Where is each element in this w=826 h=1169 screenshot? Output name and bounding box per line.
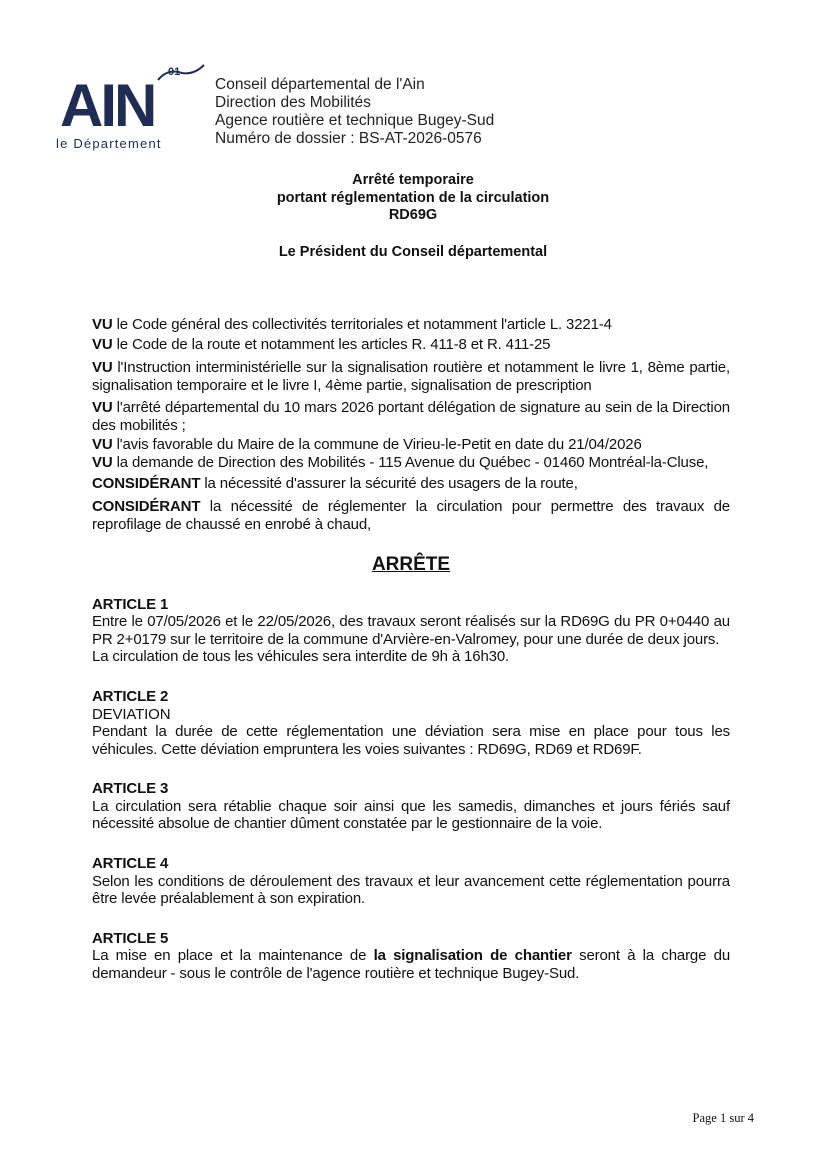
issuer-line: Agence routière et technique Bugey-Sud [215, 112, 495, 129]
article-2 [92, 688, 730, 758]
document-body [92, 316, 730, 983]
article-subtitle: DEVIATION [92, 705, 171, 723]
swoosh-icon [156, 64, 206, 84]
article-4 [92, 855, 730, 908]
article-title: ARTICLE 3 [92, 780, 169, 798]
visa-item: VU l'Instruction interministérielle sur la signalisation routière et notamment le livre 1, 8ème partie, signalisation temporaire et le livre I, 4ème partie, signalisation de prescription [92, 359, 730, 394]
document-title [0, 172, 826, 225]
article-5 [92, 930, 730, 983]
article-title: ARTICLE 1 [92, 595, 169, 613]
article-text: La circulation sera rétablie chaque soir ainsi que les samedis, dimanches et jours fériés sauf nécessité absolue de chantier dûment constatée par le gestionnaire de la voie. [92, 797, 730, 833]
president-heading: Le Président du Conseil départemental [278, 244, 548, 260]
consideration-item: CONSIDÉRANT la nécessité d'assurer la sécurité des usagers de la route, [92, 474, 578, 492]
logo-text: AIN [60, 72, 155, 139]
article-text: La mise en place et la maintenance de la signalisation de chantier seront à la charge du demandeur - sous le contrôle de l'agence routière et technique Bugey-Sud. [92, 947, 731, 983]
article-1 [92, 596, 730, 666]
issuer-line: Conseil départemental de l'Ain [215, 76, 425, 93]
title-line: Arrêté temporaire [352, 172, 474, 188]
article-text: Pendant la durée de cette réglementation une déviation sera mise en place pour tous les véhicules. Cette déviation empruntera les voies suivantes : RD69G, RD69 et RD69F. [92, 723, 730, 758]
article-text: Selon les conditions de déroulement des travaux et leur avancement cette réglementation pourra être levée préalablement à son expiration. [92, 872, 730, 908]
article-text: La circulation de tous les véhicules sera interdite de 9h à 16h30. [92, 648, 510, 666]
article-title: ARTICLE 2 [92, 687, 169, 705]
title-line: portant réglementation de la circulation [276, 189, 550, 206]
visa-item: VU le Code de la route et notamment les articles R. 411-8 et R. 411-25 [92, 335, 551, 353]
issuer-line: Direction des Mobilités [215, 94, 371, 111]
article-title: ARTICLE 4 [92, 855, 169, 873]
visa-item: VU l'arrêté départemental du 10 mars 2026 portant délégation de signature au sein de la Direction des mobilités ; [92, 399, 730, 434]
page-number: Page 1 sur 4 [692, 1111, 754, 1125]
visa-item: VU la demande de Direction des Mobilités - 115 Avenue du Québec - 01460 Montréal-la-Cluse, [92, 454, 709, 472]
article-title: ARTICLE 5 [92, 929, 169, 947]
visa-item: VU l'avis favorable du Maire de la commune de Virieu-le-Petit en date du 21/04/2026 [92, 435, 642, 453]
visa-item: VU le Code général des collectivités territoriales et notamment l'article L. 3221-4 [92, 316, 612, 333]
issuer-header [215, 76, 494, 148]
department-logo [56, 66, 196, 160]
consideration-item: CONSIDÉRANT la nécessité de réglementer la circulation pour permettre des travaux de reprofilage de chaussé en enrobé à chaud, [92, 498, 730, 533]
logo-subtitle: le Département [56, 136, 162, 151]
arrete-heading: ARRÊTE [371, 553, 451, 575]
article-text: Entre le 07/05/2026 et le 22/05/2026, des travaux seront réalisés sur la RD69G du PR 0+0440 au PR 2+0179 sur le territoire de la commune d'Arvière-en-Valromey, pour une durée de deux jours. [92, 613, 730, 648]
logo-code: 01 [168, 66, 181, 78]
article-3 [92, 780, 730, 833]
road-id: RD69G [388, 207, 438, 223]
file-number: Numéro de dossier : BS-AT-2026-0576 [215, 130, 482, 147]
